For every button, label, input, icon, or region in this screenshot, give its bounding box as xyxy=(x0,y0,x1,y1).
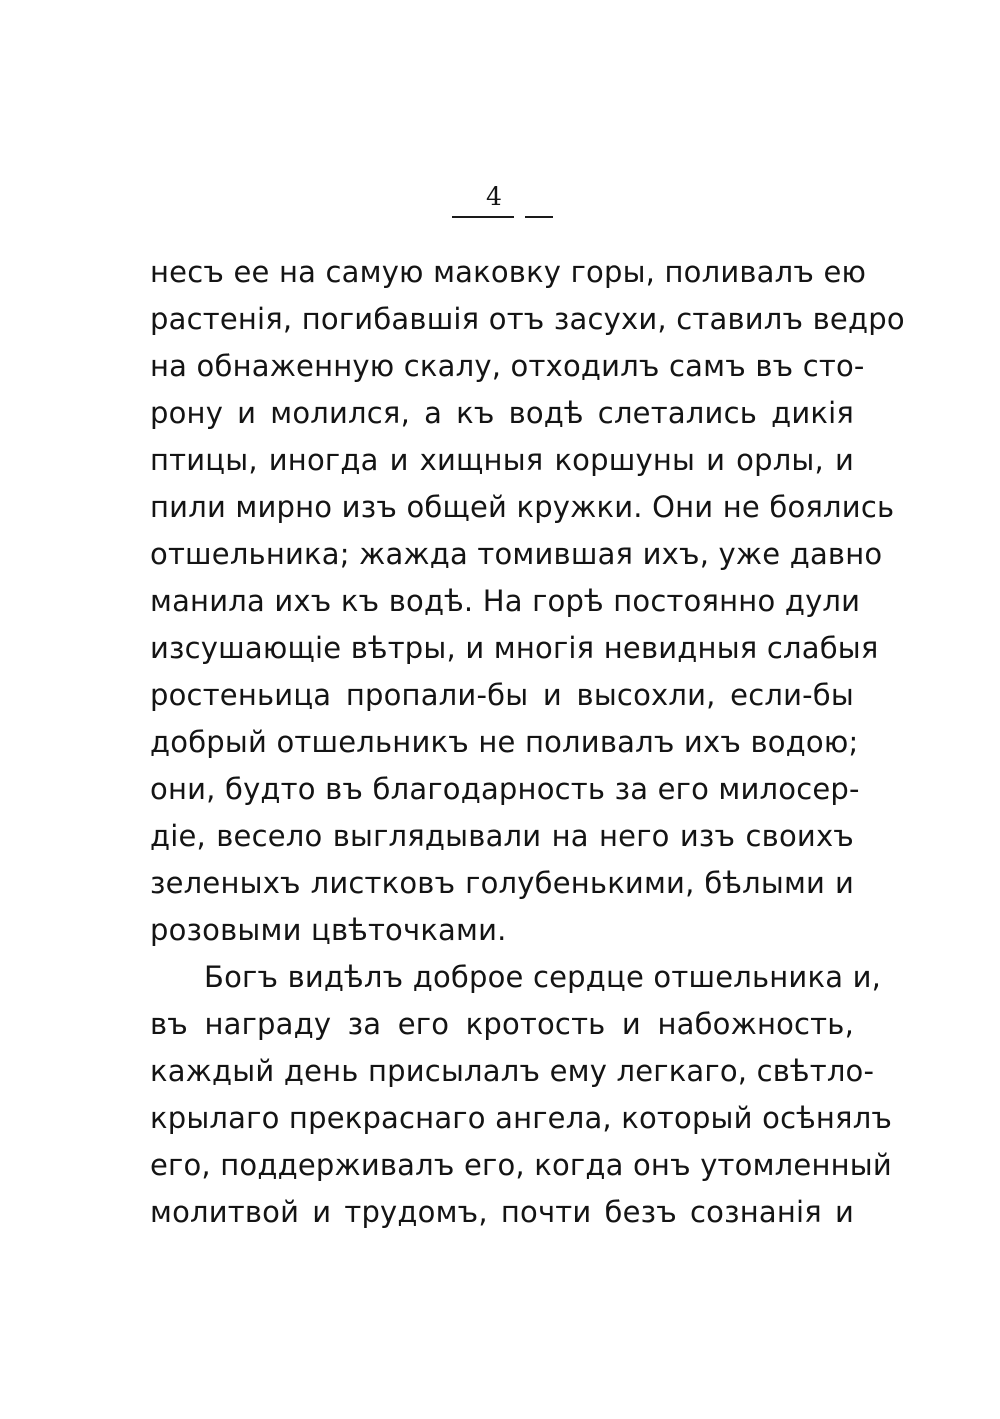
text-line: растенія, погибавшія отъ засухи, ставилъ ведро xyxy=(150,302,905,336)
paragraph-end-line: розовыми цвѣточками. xyxy=(150,913,507,947)
text-line: діе, весело выглядывали на него изъ своихъ xyxy=(150,819,854,853)
text-line: они, будто въ благодарность за его милосер- xyxy=(150,772,860,806)
text-line: зеленыхъ листковъ голубенькими, бѣлыми и xyxy=(150,866,854,900)
text-line: крылаго прекраснаго ангела, который осѣнялъ xyxy=(150,1101,893,1135)
text-line: добрый отшельникъ не поливалъ ихъ водою; xyxy=(150,725,859,759)
header-rule-right xyxy=(525,216,553,218)
text-line: на обнаженную скалу, отходилъ самъ въ сто- xyxy=(150,349,865,383)
page-header xyxy=(0,182,1000,222)
text-line: отшельника; жажда томившая ихъ, уже давно xyxy=(150,537,883,571)
text-line: ростеньица пропали-бы и высохли, если-бы xyxy=(150,678,854,712)
page-number: 4 xyxy=(486,182,502,211)
text-line: изсушающіе вѣтры, и многія невидныя слабыя xyxy=(150,631,879,665)
paragraph-start-line: Богъ видѣлъ доброе сердце отшельника и, xyxy=(204,960,882,994)
text-line: птицы, иногда и хищныя коршуны и орлы, и xyxy=(150,443,854,477)
text-line: рону и молился, а къ водѣ слетались дикія xyxy=(150,396,854,430)
text-line: несъ ее на самую маковку горы, поливалъ ею xyxy=(150,255,867,289)
text-line: въ награду за его кротость и набожность, xyxy=(150,1007,854,1041)
text-line: манила ихъ къ водѣ. На горѣ постоянно дули xyxy=(150,584,861,618)
text-line: его, поддерживалъ его, когда онъ утомленный xyxy=(150,1148,892,1182)
text-line: пили мирно изъ общей кружки. Они не боялись xyxy=(150,490,895,524)
text-line: молитвой и трудомъ, почти безъ сознанія и xyxy=(150,1195,854,1229)
text-line: каждый день присылалъ ему легкаго, свѣтло- xyxy=(150,1054,875,1088)
header-rule-left xyxy=(452,216,514,218)
